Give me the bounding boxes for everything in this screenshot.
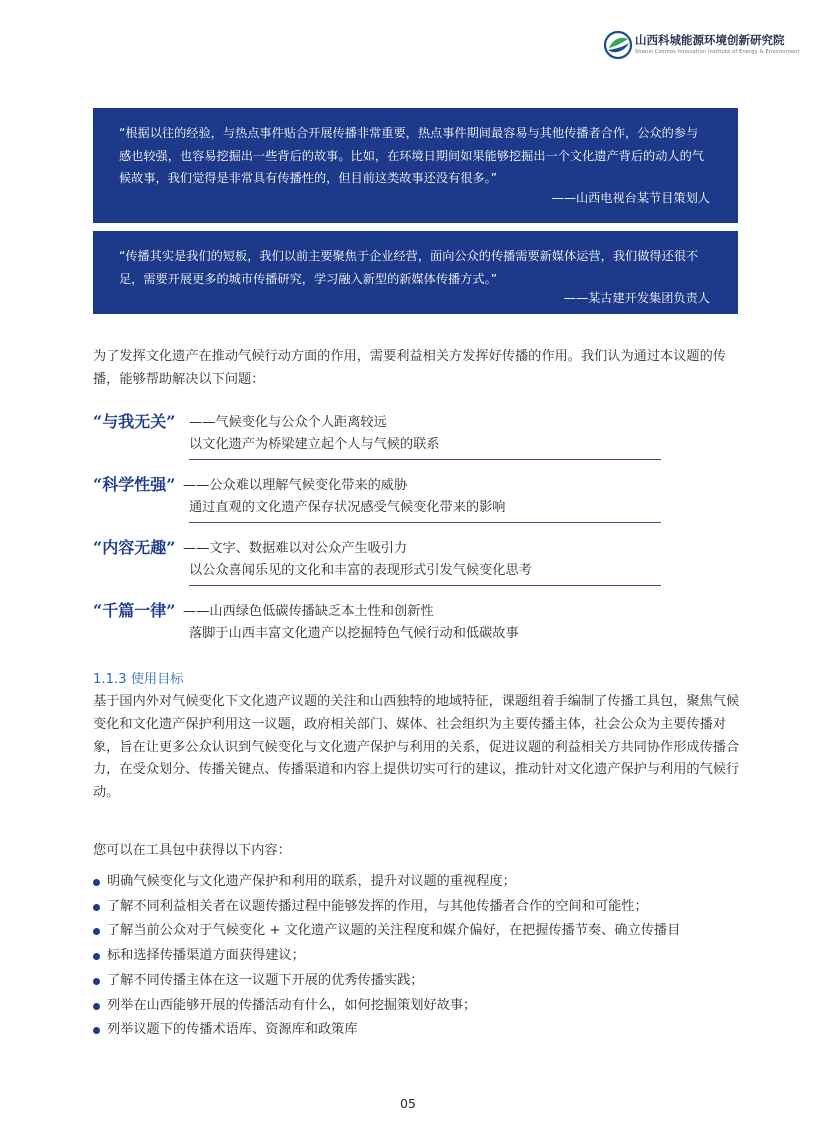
section-body: 基于国内外对气候变化下文化遗产议题的关注和山西独特的地域特征，课题组着手编制了传播工具包，聚焦气候变化和文化遗产保护利用这一议题，政府相关部门、媒体、社会组织为主要传播主体，社会公众为主要传播对象，旨在让更多公众认识到气候变化与文化遗产保护与利用的关系，促进议题的利益相关方共同协作形成传播合力，在受众划分、传播关键点、传播渠道和内容上提供切实可行的建议，推动针对文化遗产保护与利用的气候行动。 (93, 694, 740, 801)
institute-name-english: Shanxi Cosmos Innovation Institute of Energy & Environment (635, 49, 800, 55)
bullet-icon (93, 978, 100, 985)
issue-problem: ——气候变化与公众个人距离较远 (189, 415, 387, 430)
toolkit-contents-list (93, 870, 753, 1043)
list-item: 了解当前公众对于气候变化 + 文化遗产议题的关注程度和媒介偏好，在把握传播节奏、确立传播目 (93, 919, 753, 944)
list-item: 了解不同传播主体在这一议题下开展的优秀传播实践； (93, 969, 753, 994)
issue-problem: ——山西绿色低碳传播缺乏本土性和创新性 (183, 604, 434, 619)
divider (189, 459, 661, 460)
quote-author: ——某古建开发集团负责人 (563, 291, 710, 305)
issue-item (93, 409, 573, 459)
bullet-icon (93, 928, 100, 935)
issue-solution: 落脚于山西丰富文化遗产以挖掘特色气候行动和低碳故事 (189, 626, 519, 641)
quote-text: “传播其实是我们的短板，我们以前主要聚焦于企业经营，面向公众的传播需要新媒体运营，我们做得还很不足，需要开展更多的城市传播研究，学习融入新型的新媒体传播方式。” (119, 249, 699, 286)
issue-keyword: “内容无趣” (93, 538, 176, 557)
bullet-icon (93, 1027, 100, 1034)
list-item: 了解不同利益相关者在议题传播过程中能够发挥的作用，与其他传播者合作的空间和可能性； (93, 895, 753, 920)
quote-box-heritage-group (93, 231, 738, 314)
header-logo (603, 28, 800, 62)
issue-solution: 以文化遗产为桥梁建立起个人与气候的联系 (189, 437, 440, 452)
issue-item (93, 535, 573, 585)
issue-problem: ——公众难以理解气候变化带来的威胁 (183, 478, 408, 493)
list-item: 明确气候变化与文化遗产保护和利用的联系，提升对议题的重视程度； (93, 870, 753, 895)
issue-item (93, 598, 573, 648)
bullet-icon (93, 904, 100, 911)
institute-name: 山西科城能源环境创新研究院 (635, 33, 785, 47)
issue-keyword: “科学性强” (93, 475, 176, 494)
list-item: 列举在山西能够开展的传播活动有什么，如何挖掘策划好故事； (93, 994, 753, 1019)
page-number: 05 (400, 1096, 416, 1111)
quote-box-tv-planner (93, 108, 738, 223)
bullet-icon (93, 1003, 100, 1010)
divider (189, 522, 661, 523)
institute-logo-icon (603, 30, 633, 60)
divider (189, 585, 661, 586)
issue-solution: 以公众喜闻乐见的文化和丰富的表现形式引发气候变化思考 (189, 563, 532, 578)
issue-keyword: “与我无关” (93, 412, 176, 431)
bullets-lead: 您可以在工具包中获得以下内容： (93, 843, 291, 858)
list-item: 标和选择传播渠道方面获得建议； (93, 944, 753, 969)
quote-text: “根据以往的经验，与热点事件贴合开展传播非常重要，热点事件期间最容易与其他传播者合作，公众的参与感也较强，也容易挖掘出一些背后的故事。比如，在环境日期间如果能够挖掘出一个文化遗产背后的动人的气候故事，我们觉得是非常具有传播性的，但目前这类故事还没有很多。” (119, 126, 704, 185)
bullet-icon (93, 953, 100, 960)
list-item: 列举议题下的传播术语库、资源库和政策库 (93, 1018, 753, 1043)
section-heading: 1.1.3 使用目标 (93, 672, 184, 687)
issue-solution: 通过直观的文化遗产保存状况感受气候变化带来的影响 (189, 500, 506, 515)
bullet-icon (93, 879, 100, 886)
issue-item (93, 472, 573, 522)
issue-problem: ——文字、数据难以对公众产生吸引力 (183, 541, 408, 556)
intro-paragraph: 为了发挥文化遗产在推动气候行动方面的作用，需要利益相关方发挥好传播的作用。我们认为通过本议题的传播，能够帮助解决以下问题： (93, 349, 726, 387)
issue-keyword: “千篇一律” (93, 601, 176, 620)
quote-author: ——山西电视台某节目策划人 (551, 190, 710, 205)
